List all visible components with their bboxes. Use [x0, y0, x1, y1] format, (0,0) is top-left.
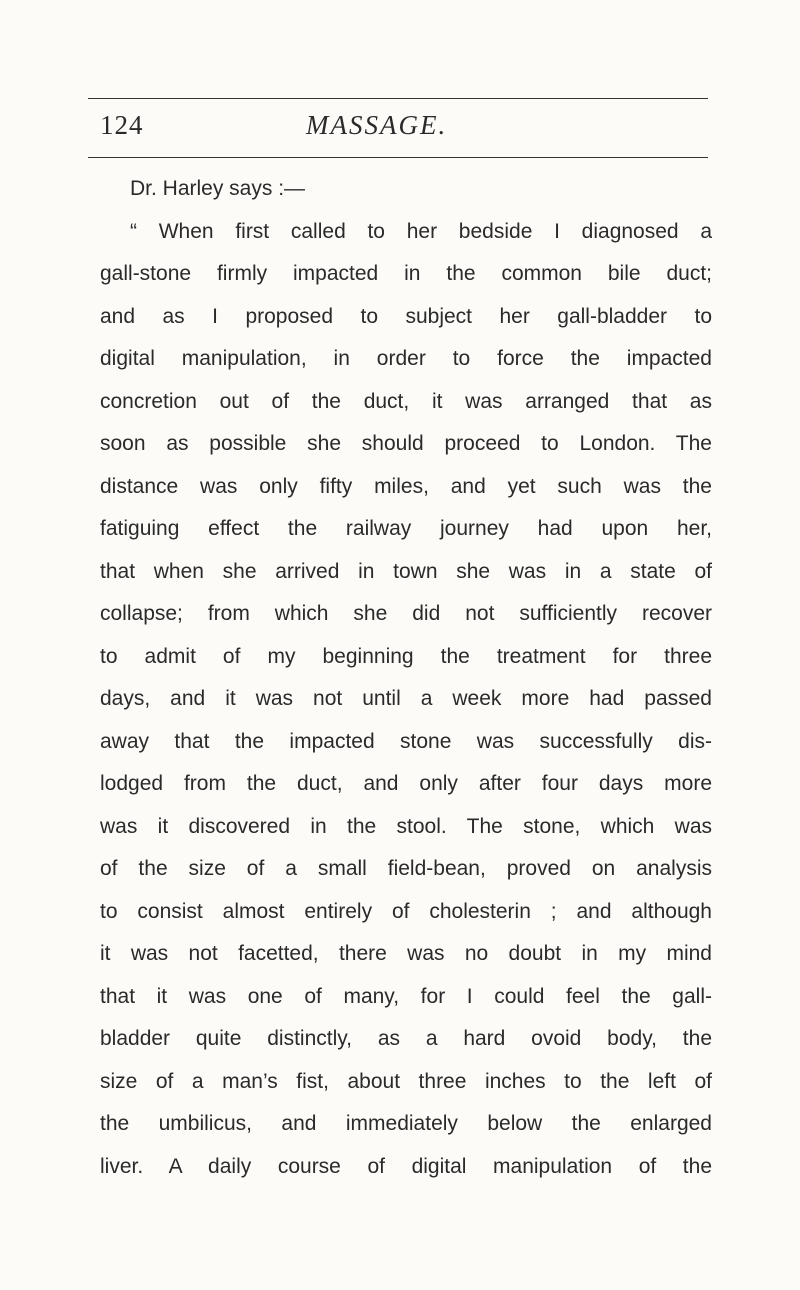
header-rule-top — [88, 98, 708, 99]
text-line: was it discovered in the stool. The stone, which was — [100, 814, 712, 838]
header-rule-bottom — [88, 157, 708, 158]
text-line: “ When first called to her bedside I diagnosed a — [130, 219, 712, 243]
text-line: bladder quite distinctly, as a hard ovoid body, the — [100, 1027, 712, 1050]
running-title: MASSAGE. — [306, 110, 448, 140]
text-line: that when she arrived in town she was in a state of — [100, 559, 712, 583]
text-line: fatiguing effect the railway journey had upon her, — [100, 517, 712, 540]
text-line: that it was one of many, for I could feel the gall- — [100, 984, 712, 1008]
text-line: to consist almost entirely of cholesterin ; and although — [100, 899, 712, 923]
text-line: liver. A daily course of digital manipulation of the — [100, 1154, 712, 1178]
text-line: away that the impacted stone was successfully dis- — [100, 729, 712, 753]
text-line: the umbilicus, and immediately below the enlarged — [100, 1112, 712, 1135]
text-line: concretion out of the duct, it was arranged that as — [100, 389, 712, 413]
text-line: Dr. Harley says :— — [130, 177, 306, 200]
page-number: 124 — [100, 110, 144, 140]
text-line: soon as possible she should proceed to London. The — [100, 432, 712, 455]
text-line: days, and it was not until a week more had passed — [100, 687, 712, 710]
text-line: to admit of my beginning the treatment for three — [100, 644, 712, 668]
text-line: collapse; from which she did not sufficiently recover — [100, 602, 712, 625]
text-line: size of a man’s fist, about three inches to the left of — [100, 1069, 712, 1093]
text-line: and as I proposed to subject her gall-bladder to — [100, 304, 712, 328]
text-line: digital manipulation, in order to force the impacted — [100, 347, 712, 370]
text-line: gall-stone firmly impacted in the common bile duct; — [100, 262, 712, 285]
text-line: it was not facetted, there was no doubt in my mind — [100, 942, 712, 965]
body-text — [100, 168, 712, 1188]
text-line: lodged from the duct, and only after four days more — [100, 772, 712, 795]
text-line: distance was only fifty miles, and yet such was the — [100, 474, 712, 498]
text-line: of the size of a small field-bean, proved on analysis — [100, 857, 712, 880]
